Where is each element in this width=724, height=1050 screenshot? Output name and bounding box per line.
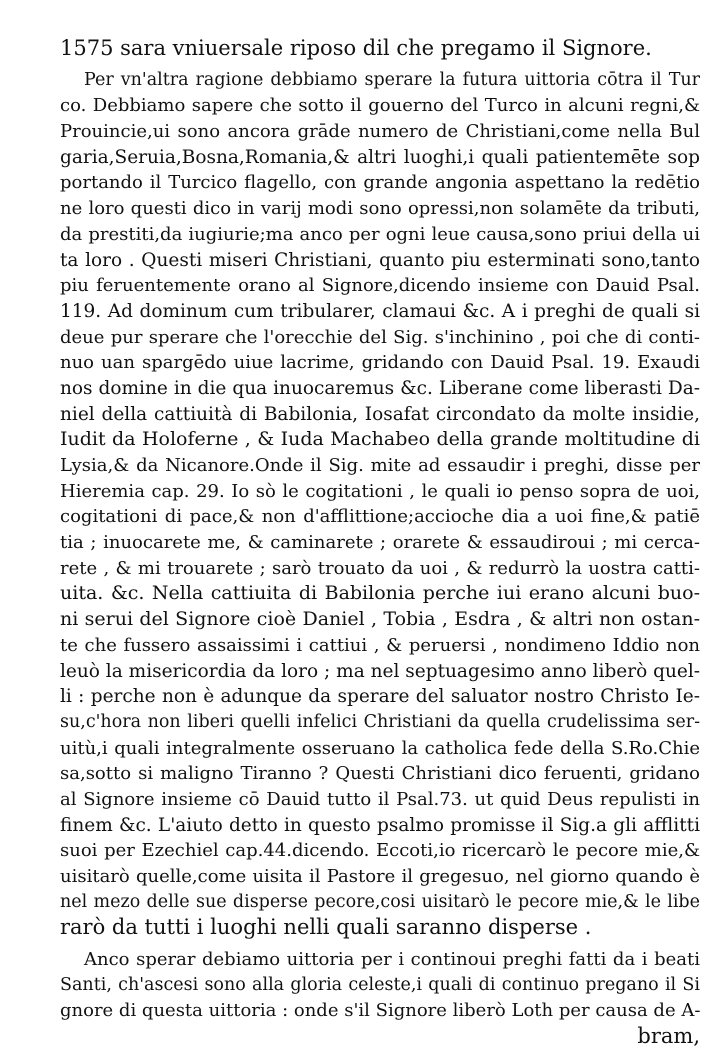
text-line: tia ; inuocarete me, & caminarete ; orarete & essaudiroui ; mi cerca- (60, 532, 700, 554)
text-line: da prestiti,da iugiurie;ma anco per ogni leue causa,sono priui della ui (60, 223, 700, 245)
text-line: gnore di questa uittoria : onde s'il Signore liberò Loth per causa de A- (60, 1000, 701, 1022)
text-line: co. Debbiamo sapere che sotto il gouerno del Turco in alcuni regni,& (60, 95, 700, 117)
text-line: nel mezo delle sue disperse pecore,cosi uisitarò le pecore mie,& le libe (60, 891, 700, 912)
text-line: te che fussero assaissimi i cattiui , & peruersi , nondimeno Iddio non (60, 634, 700, 656)
text-line: 119. Ad dominum cum tribularer, clamaui &c. A i preghi de quali si (60, 300, 700, 322)
text-line: uitù,i quali integralmente osseruano la catholica fede della S.Ro.Chie (60, 737, 700, 759)
text-line: su,c'hora non liberi quelli infelici Christiani da quella crudelissima ser- (60, 711, 700, 732)
text-line: 1575 sara vniuersale riposo dil che pregamo il Signore. (60, 36, 652, 60)
text-line: nuo uan spargēdo uiue lacrime, gridando con Dauid Psal. 19. Exaudi (60, 352, 700, 374)
text-line: garia,Seruia,Bosna,Romania,& altri luoghi,i quali patientemēte sop (60, 146, 700, 168)
text-line: ne loro questi dico in varij modi sono opressi,non solamēte da tributi, (60, 198, 700, 220)
text-line: bram, (637, 1024, 700, 1049)
text-line: deue pur sperare che l'orecchie del Sig. s'inchinino , poi che di conti- (60, 326, 700, 348)
text-line: Per vn'altra ragione debbiamo sperare la futura uittoria cōtra il Tur (84, 69, 700, 90)
text-line: niel della cattiuità di Babilonia, Iosafat circondato da molte insidie, (60, 403, 700, 425)
text-line: rete , & mi trouarete ; sarò trouato da uoi , & redurrò la uostra catti- (60, 557, 700, 579)
text-line: suoi per Ezechiel cap.44.dicendo. Eccoti,io ricercarò le pecore mie,& (60, 840, 700, 862)
text-line: Hieremia cap. 29. Io sò le cogitationi , le quali io penso sopra de uoi, (60, 480, 700, 502)
text-line: Lysia,& da Nicanore.Onde il Sig. mite ad essaudir i preghi, disse per (60, 455, 700, 476)
text-line: nos domine in die qua inuocaremus &c. Liberane come liberasti Da- (60, 377, 700, 399)
text-line: finem &c. L'aiuto detto in questo psalmo promisse il Sig.a gli afflitti (60, 814, 700, 836)
text-line: Prouincie,ui sono ancora grāde numero de Christiani,come nella Bul (60, 121, 700, 143)
text-line: Anco sperar debiamo uittoria per i continoui preghi fatti da i beati (84, 949, 700, 971)
text-line: li : perche non è adunque da sperare del saluator nostro Christo Ie- (60, 686, 700, 708)
text-line: al Signore insieme cō Dauid tutto il Psal.73. ut quid Deus repulisti in (60, 788, 700, 810)
page-text (60, 36, 700, 1050)
text-line: cogitationi di pace,& non d'afflittione;accioche dia a uoi fine,& patiē (60, 506, 700, 528)
text-line: rarò da tutti i luoghi nelli quali saranno disperse . (60, 915, 592, 940)
text-line: piu feruentemente orano al Signore,dicendo insieme con Dauid Psal. (60, 275, 700, 297)
text-line: portando il Turcico flagello, con grande angonia aspettano la redētio (60, 172, 700, 194)
text-line: ta loro . Questi miseri Christiani, quanto piu esterminati sono,tanto (60, 249, 700, 271)
text-line: uita. &c. Nella cattiuita di Babilonia perche iui erano alcuni buo- (60, 582, 700, 605)
text-line: ni serui del Signore cioè Daniel , Tobia , Esdra , & altri non ostan- (60, 608, 700, 631)
text-line: leuò la misericordia da loro ; ma nel septuagesimo anno liberò quel- (60, 660, 700, 682)
text-line: Iudit da Holoferne , & Iuda Machabeo della grande moltitudine di (60, 428, 700, 451)
text-line: sa,sotto si maligno Tiranno ? Questi Christiani dico feruenti, gridano (60, 763, 700, 785)
text-line: Santi, ch'ascesi sono alla gloria celeste,i quali di continuo pregano il Si (60, 974, 700, 995)
text-line: uisitarò quelle,come uisita il Pastore il gregesuo, nel giorno quando è (60, 866, 700, 887)
